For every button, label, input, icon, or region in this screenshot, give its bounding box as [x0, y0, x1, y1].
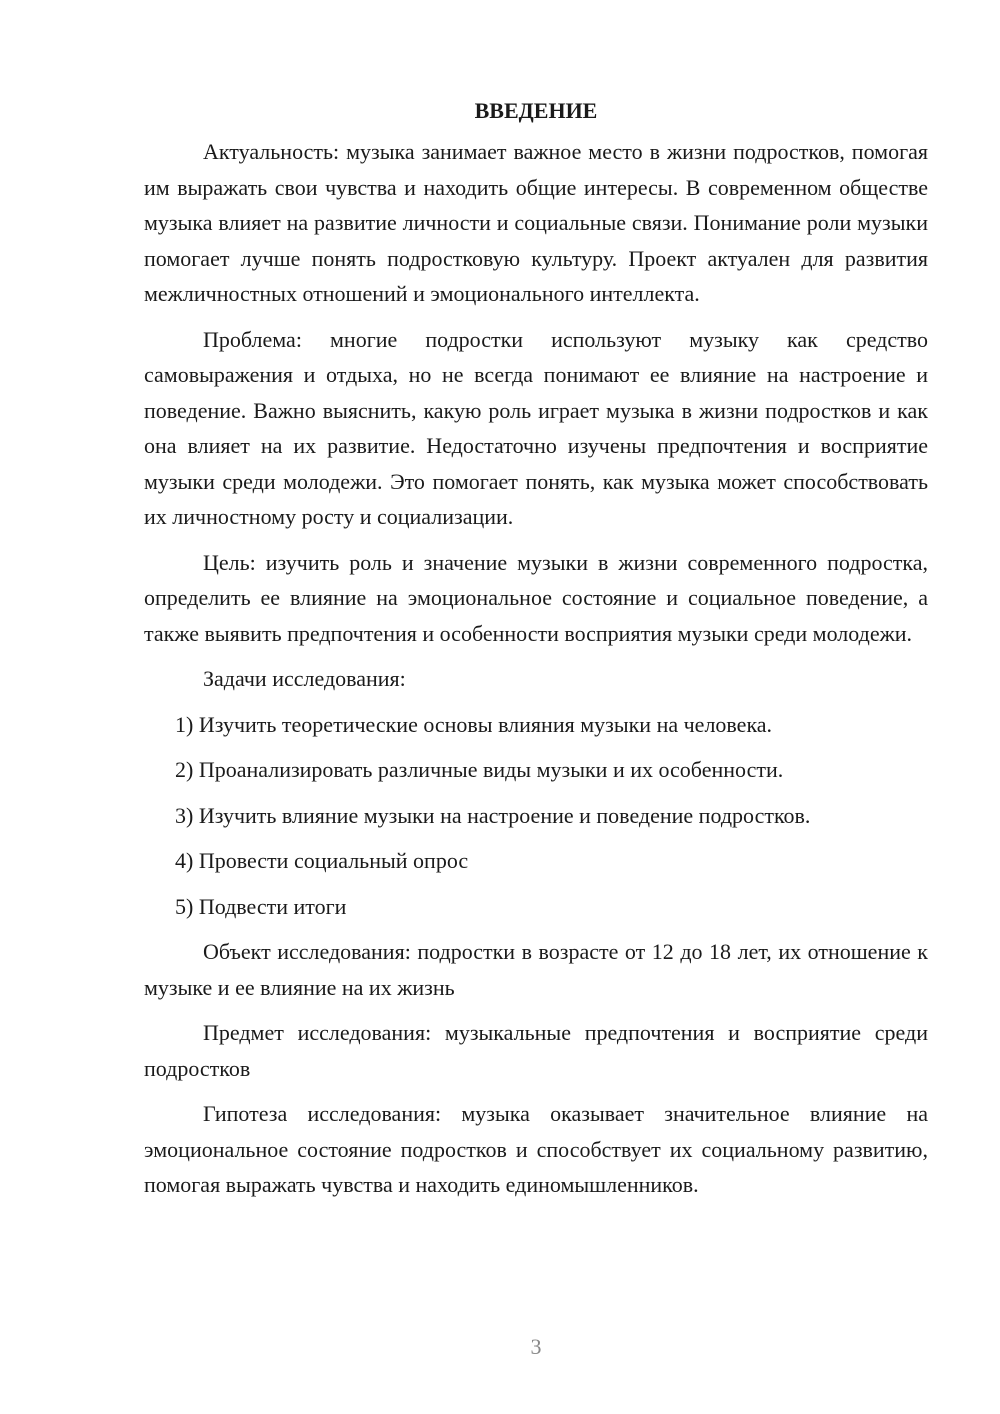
task-item: 2) Проанализировать различные виды музыки и их особенности. [175, 757, 784, 782]
page-body [144, 92, 928, 1213]
task-item: 3) Изучить влияние музыки на настроение и поведение подростков. [175, 802, 811, 828]
task-item: 5) Подвести итоги [175, 893, 347, 919]
goal-paragraph: Цель: изучить роль и значение музыки в жизни современного подростка, определить ее влияние на эмоциональное состояние и социальное поведение, а также выявить предпочтения и особенности восприятия музыки среди молодежи. [144, 549, 928, 646]
page-number: 3 [530, 1334, 542, 1359]
relevance-paragraph: Актуальность: музыка занимает важное место в жизни подростков, помогая им выражать свои чувства и находить общие интересы. В современном обществе музыка влияет на развитие личности и социальные связи. Понимание роли музыки помогает лучше понять подростковую культуру. Проект актуален для развития межличностных отношений и эмоционального интеллекта. [144, 139, 928, 306]
hypothesis-paragraph: Гипотеза исследования: музыка оказывает значительное влияние на эмоциональное состояние подростков и способствует их социальному развитию, помогая выражать чувства и находить единомышленников. [144, 1101, 928, 1197]
problem-paragraph: Проблема: многие подростки используют музыку как средство самовыражения и отдыха, но не всегда понимают ее влияние на настроение и поведение. Важно выяснить, какую роль играет музыка в жизни подростков и как она влияет на их развитие. Недостаточно изучены предпочтения и восприятие музыки среди молодежи. Это помогает понять, как музыка может способствовать их личностному росту и социализации. [144, 326, 928, 529]
task-item: 4) Провести социальный опрос [175, 848, 469, 873]
tasks-list [144, 707, 928, 925]
section-heading: ВВЕДЕНИЕ [474, 98, 598, 123]
subject-paragraph: Предмет исследования: музыкальные предпочтения и восприятие среди подростков [144, 1020, 928, 1081]
object-paragraph: Объект исследования: подростки в возрасте от 12 до 18 лет, их отношение к музыке и ее влияние на их жизнь [144, 939, 928, 1000]
tasks-heading: Задачи исследования: [203, 666, 406, 691]
task-item: 1) Изучить теоретические основы влияния музыки на человека. [175, 711, 773, 737]
